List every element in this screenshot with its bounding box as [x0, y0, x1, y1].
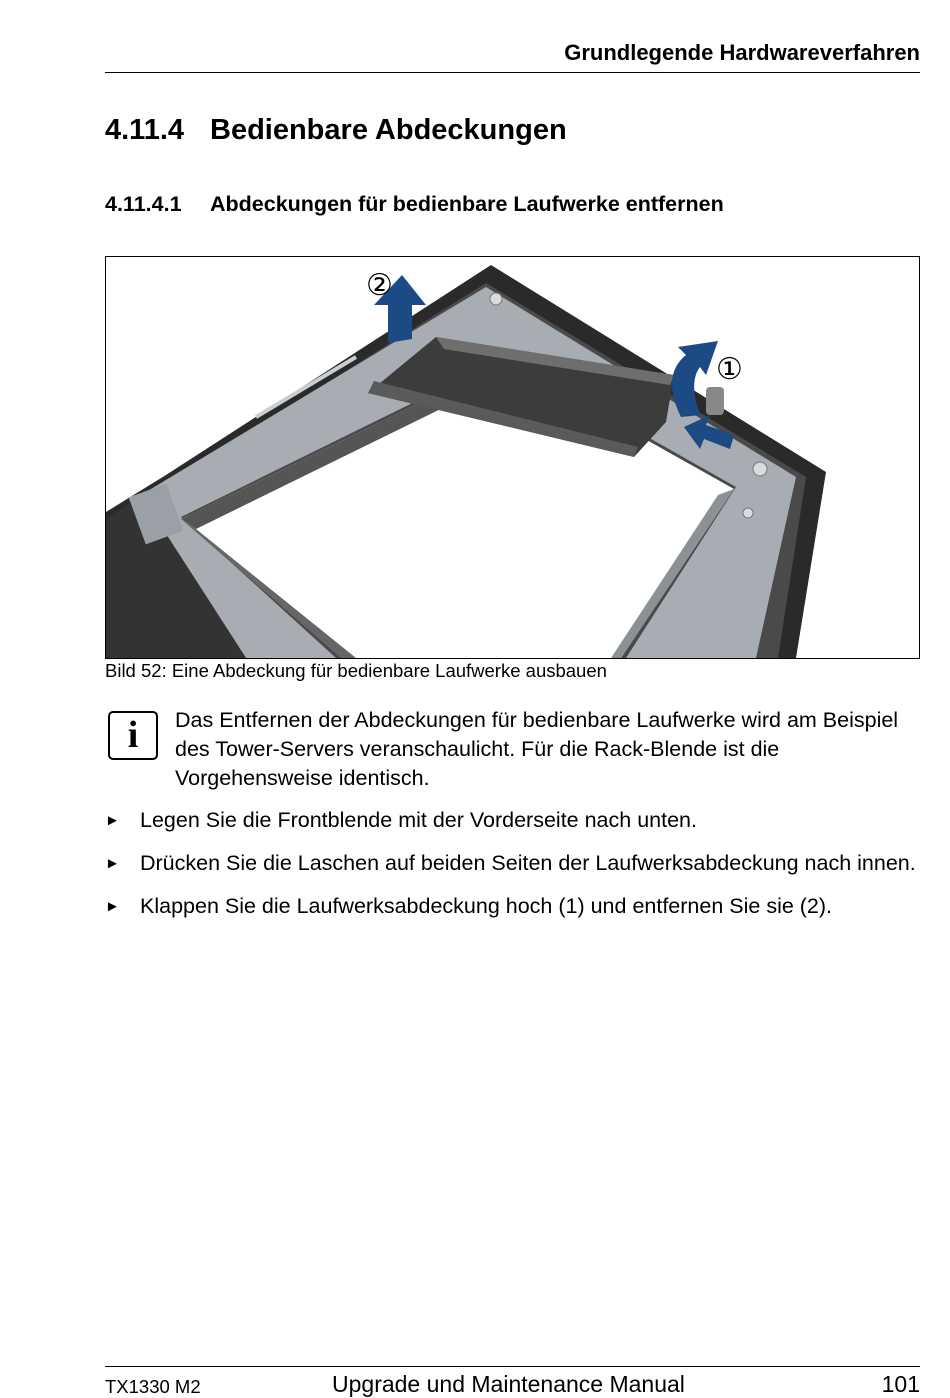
subsection-heading: [105, 192, 724, 217]
page-number: 101: [881, 1371, 920, 1397]
step-text: Legen Sie die Frontblende mit der Vorderseite nach unten.: [140, 808, 697, 832]
info-icon: i: [108, 711, 158, 760]
list-item: [105, 806, 925, 835]
step-text: Drücken Sie die Laschen auf beiden Seiten der Laufwerksabdeckung nach innen.: [140, 851, 916, 875]
footer-model: TX1330 M2: [105, 1376, 201, 1397]
bullet-arrow-icon: ►: [105, 812, 120, 829]
section-title: Bedienbare Abdeckungen: [210, 114, 567, 146]
running-header: Grundlegende Hardwareverfahren: [564, 40, 920, 65]
step-list: [105, 806, 925, 935]
cover-tab: [706, 387, 724, 415]
section-number: 4.11.4: [105, 114, 185, 146]
section-heading: [105, 114, 567, 147]
figure-drive-cover-removal: [105, 256, 920, 659]
footer-rule: [105, 1366, 920, 1367]
bezel-illustration: [106, 257, 919, 658]
footer-manual-title: Upgrade und Maintenance Manual: [332, 1371, 685, 1397]
screw-icon: [753, 462, 767, 476]
figure-caption: Bild 52: Eine Abdeckung für bedienbare Laufwerke ausbauen: [105, 660, 607, 681]
bullet-arrow-icon: ►: [105, 898, 120, 915]
screw-icon: [490, 293, 502, 305]
subsection-title: Abdeckungen für bedienbare Laufwerke entfernen: [210, 192, 724, 216]
list-item: [105, 849, 925, 878]
header-rule: [105, 72, 920, 73]
callout-2: ②: [366, 268, 393, 303]
step-text: Klappen Sie die Laufwerksabdeckung hoch (1) und entfernen Sie sie (2).: [140, 894, 833, 918]
callout-1: ①: [716, 352, 743, 387]
bullet-arrow-icon: ►: [105, 855, 120, 872]
screw-icon: [743, 508, 753, 518]
list-item: [105, 892, 925, 921]
subsection-number: 4.11.4.1: [105, 192, 182, 216]
info-note: Das Entfernen der Abdeckungen für bedienbare Laufwerke wird am Beispiel des Tower-Servers veranschaulicht. Für die Rack-Blende ist die Vorgehensweise identisch.: [175, 708, 899, 790]
